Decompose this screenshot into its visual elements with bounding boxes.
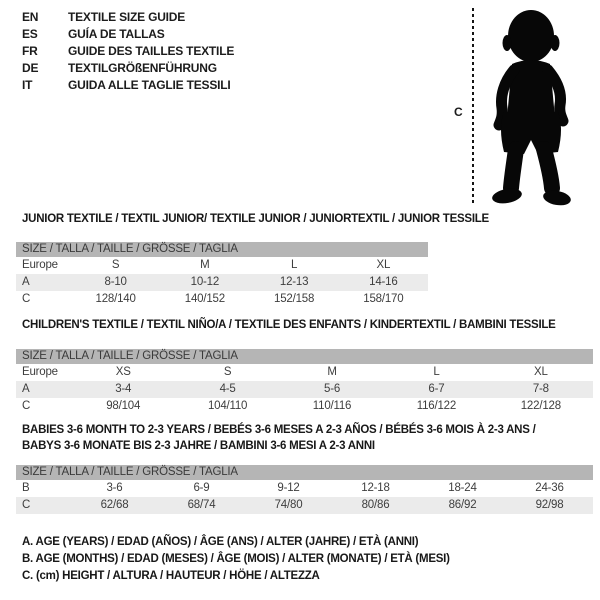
size-header-band: SIZE / TALLA / TAILLE / GRÖSSE / TAGLIA bbox=[16, 465, 593, 480]
table-row-months bbox=[16, 480, 593, 497]
age-cell: 12-13 bbox=[279, 276, 309, 288]
months-cell: 12-18 bbox=[361, 482, 390, 494]
row-label: A bbox=[22, 276, 30, 288]
age-cell: 3-4 bbox=[115, 383, 132, 395]
age-cell: 14-16 bbox=[369, 276, 398, 288]
height-cell: 92/98 bbox=[535, 499, 564, 511]
height-cell: 68/74 bbox=[187, 499, 216, 511]
months-cell: 3-6 bbox=[106, 482, 123, 494]
months-cell: 9-12 bbox=[277, 482, 300, 494]
months-cell: 6-9 bbox=[193, 482, 210, 494]
table-row-age bbox=[16, 274, 428, 291]
table-row-europe bbox=[16, 257, 428, 274]
height-label-c: C bbox=[454, 105, 463, 119]
language-row-fr bbox=[22, 43, 234, 60]
height-cell: 104/110 bbox=[207, 400, 248, 412]
language-row-en bbox=[22, 9, 234, 26]
footnote-a: A. AGE (YEARS) / EDAD (AÑOS) / ÂGE (ANS) / ALTER (JAHRE) / ETÀ (ANNI) bbox=[22, 536, 419, 548]
babies-table bbox=[16, 465, 593, 514]
footnote-legend bbox=[22, 534, 450, 585]
size-header-band: SIZE / TALLA / TAILLE / GRÖSSE / TAGLIA bbox=[16, 242, 428, 257]
age-cell: 6-7 bbox=[428, 383, 445, 395]
junior-table-title: JUNIOR TEXTILE / TEXTIL JUNIOR/ TEXTILE JUNIOR / JUNIORTEXTIL / JUNIOR TESSILE bbox=[22, 213, 489, 225]
language-row-it bbox=[22, 77, 234, 94]
height-cell: 128/140 bbox=[95, 293, 136, 305]
table-row-height bbox=[16, 291, 428, 308]
language-code: DE bbox=[22, 61, 39, 75]
childrens-table bbox=[16, 349, 593, 415]
months-cell: 24-36 bbox=[535, 482, 564, 494]
junior-table bbox=[16, 242, 428, 308]
language-row-es bbox=[22, 26, 234, 43]
table-row-age bbox=[16, 381, 593, 398]
footnote-c: C. (cm) HEIGHT / ALTURA / HAUTEUR / HÖHE / ALTEZZA bbox=[22, 570, 320, 582]
size-header-band: SIZE / TALLA / TAILLE / GRÖSSE / TAGLIA bbox=[16, 349, 593, 364]
row-label: B bbox=[22, 482, 30, 494]
size-cell: S bbox=[223, 366, 232, 378]
height-cell: 152/158 bbox=[274, 293, 315, 305]
language-label: GUÍA DE TALLAS bbox=[68, 27, 165, 41]
height-cell: 74/80 bbox=[274, 499, 303, 511]
size-cell: XS bbox=[115, 366, 131, 378]
age-cell: 7-8 bbox=[532, 383, 549, 395]
months-cell: 18-24 bbox=[448, 482, 477, 494]
table-row-europe bbox=[16, 364, 593, 381]
height-cell: 86/92 bbox=[448, 499, 477, 511]
height-cell: 122/128 bbox=[520, 400, 561, 412]
language-list bbox=[22, 9, 234, 94]
age-cell: 10-12 bbox=[190, 276, 220, 288]
language-code: EN bbox=[22, 10, 39, 24]
size-cell: XL bbox=[376, 259, 391, 271]
size-cell: L bbox=[291, 259, 298, 271]
height-measure-dashed-line bbox=[472, 8, 474, 206]
height-cell: 116/122 bbox=[416, 400, 457, 412]
language-row-de bbox=[22, 60, 234, 77]
height-cell: 158/170 bbox=[363, 293, 404, 305]
height-cell: 140/152 bbox=[184, 293, 225, 305]
row-label: Europe bbox=[22, 259, 58, 271]
age-cell: 8-10 bbox=[104, 276, 127, 288]
row-label: C bbox=[22, 293, 31, 305]
row-label: A bbox=[22, 383, 30, 395]
language-label: GUIDA ALLE TAGLIE TESSILI bbox=[68, 78, 231, 92]
height-cell: 62/68 bbox=[100, 499, 129, 511]
row-label: C bbox=[22, 499, 31, 511]
babies-textile-section bbox=[16, 422, 598, 514]
footnote-b: B. AGE (MONTHS) / EDAD (MESES) / ÂGE (MOIS) / ALTER (MONATE) / ETÀ (MESI) bbox=[22, 553, 450, 565]
babies-table-title-line1: BABIES 3-6 MONTH TO 2-3 YEARS / BEBÉS 3-6 MESES A 2-3 AÑOS / BÉBÉS 3-6 MOIS À 2-3 ANS / bbox=[22, 424, 536, 436]
language-code: IT bbox=[22, 78, 33, 92]
age-cell: 5-6 bbox=[324, 383, 341, 395]
height-illustration bbox=[450, 0, 600, 215]
row-label: Europe bbox=[22, 366, 58, 378]
language-code: FR bbox=[22, 44, 38, 58]
babies-table-title-line2: BABYS 3-6 MONATE BIS 2-3 JAHRE / BAMBINI 3-6 MESI A 2-3 ANNI bbox=[22, 440, 375, 452]
size-cell: M bbox=[327, 366, 337, 378]
size-cell: M bbox=[200, 259, 210, 271]
table-row-height bbox=[16, 398, 593, 415]
size-cell: L bbox=[433, 366, 440, 378]
height-cell: 80/86 bbox=[361, 499, 390, 511]
babies-table-title-block bbox=[16, 422, 598, 454]
table-row-height bbox=[16, 497, 593, 514]
height-cell: 110/116 bbox=[312, 400, 352, 412]
childrens-table-title: CHILDREN'S TEXTILE / TEXTIL NIÑO/A / TEXTILE DES ENFANTS / KINDERTEXTIL / BAMBINI TESSILE bbox=[22, 319, 556, 331]
language-label: TEXTILE SIZE GUIDE bbox=[68, 10, 186, 24]
childrens-textile-section bbox=[16, 318, 598, 415]
language-code: ES bbox=[22, 27, 38, 41]
toddler-silhouette-icon bbox=[478, 4, 598, 209]
height-cell: 98/104 bbox=[106, 400, 141, 412]
size-cell: S bbox=[111, 259, 120, 271]
language-label: TEXTILGRÖßENFÜHRUNG bbox=[68, 61, 217, 75]
age-cell: 4-5 bbox=[219, 383, 236, 395]
junior-textile-section bbox=[16, 212, 598, 308]
size-cell: XL bbox=[533, 366, 548, 378]
row-label: C bbox=[22, 400, 31, 412]
language-label: GUIDE DES TAILLES TEXTILE bbox=[68, 44, 235, 58]
